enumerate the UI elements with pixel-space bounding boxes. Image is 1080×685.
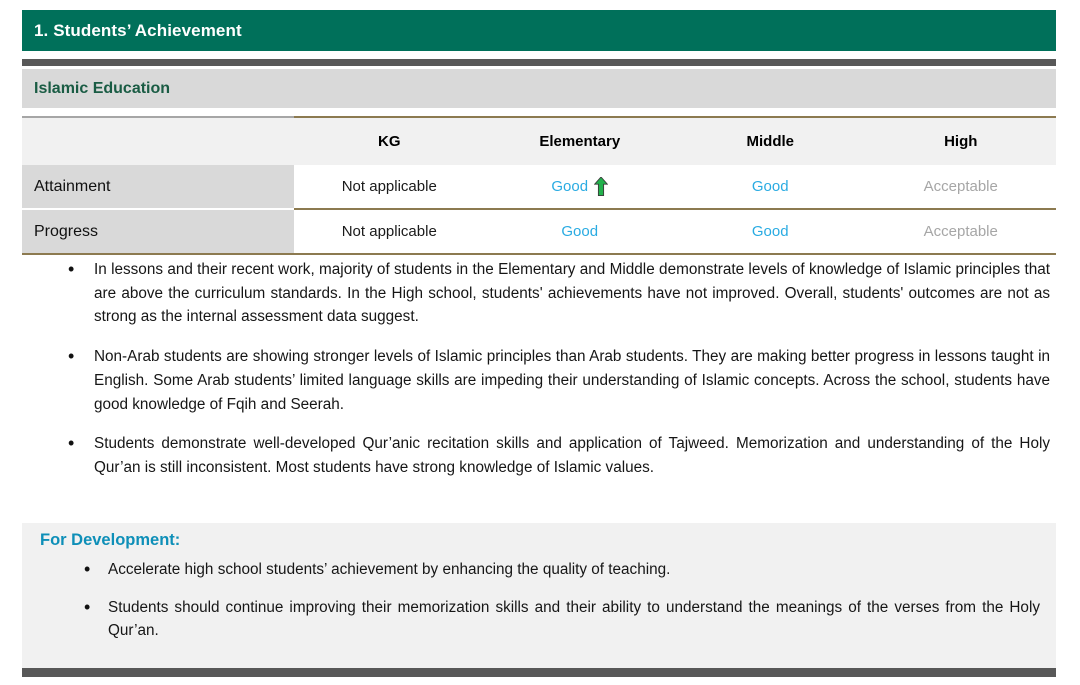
table-row <box>22 165 1056 209</box>
judgement-label: Good <box>561 223 599 240</box>
table-header-cell-blank <box>22 117 294 165</box>
subject-band-title: Islamic Education <box>34 79 171 97</box>
judgement-value <box>342 223 437 240</box>
narrative-section <box>22 258 1056 480</box>
judgement-value <box>551 177 608 196</box>
cell-progress-kg <box>294 209 485 254</box>
section-header-title: 1. Students’ Achievement <box>34 20 242 40</box>
list-item: • Non-Arab students are showing stronger levels of Islamic principles than Arab students. They are making better progress in lessons taught in English. Some Arab students’ limited language skills are impeding their understanding of Islamic concepts. Across the school, students have good knowledge of Fqih and Seerah. <box>22 345 1056 416</box>
judgement-label: Acceptable <box>923 178 998 195</box>
judgement-value <box>924 223 998 240</box>
table-header-cell-elementary: Elementary <box>485 117 676 165</box>
judgement-label: Not applicable <box>341 178 437 195</box>
for-development-panel <box>22 523 1056 668</box>
judgement-value <box>561 223 598 240</box>
list-item: • Students demonstrate well-developed Qur’anic recitation skills and application of Tajweed. Memorization and understanding of the Holy Qur’an is still inconsistent. Most students have strong knowledge of Islamic values. <box>22 432 1056 479</box>
cell-attainment-elementary <box>485 165 676 209</box>
cell-progress-elementary <box>485 209 676 254</box>
judgement-label: Good <box>751 223 789 240</box>
judgement-label: Good <box>751 178 789 195</box>
footer-divider-rule <box>22 668 1056 677</box>
cell-attainment-high <box>866 165 1057 209</box>
judgement-value <box>752 178 789 195</box>
judgement-label: Not applicable <box>341 223 437 240</box>
narrative-bullet-list <box>22 258 1056 480</box>
judgement-label: Good <box>551 178 589 195</box>
section-header <box>22 10 1056 51</box>
table-header-cell-high: High <box>866 117 1057 165</box>
row-label-progress: Progress <box>22 209 294 254</box>
table-header-cell-kg: KG <box>294 117 485 165</box>
judgement-table <box>22 116 1056 255</box>
subject-band <box>22 69 1056 108</box>
arrow-up-icon <box>594 177 608 196</box>
list-item: • Students should continue improving their memorization skills and their ability to understand the meanings of the verses from the Holy Qur’an. <box>32 596 1046 643</box>
table-header-row <box>22 117 1056 165</box>
judgement-value <box>924 178 998 195</box>
table-row <box>22 209 1056 254</box>
cell-attainment-middle <box>675 165 866 209</box>
header-divider-rule <box>22 59 1056 66</box>
list-item: • In lessons and their recent work, majority of students in the Elementary and Middle demonstrate levels of knowledge of Islamic principles that are above the curriculum standards. In the High school, students' achievements have not improved. Overall, students' outcomes are not as strong as the internal assessment data suggest. <box>22 258 1056 329</box>
cell-progress-high <box>866 209 1057 254</box>
row-label-attainment: Attainment <box>22 165 294 209</box>
list-item: • Accelerate high school students’ achievement by enhancing the quality of teaching. <box>32 558 1046 582</box>
judgement-value <box>342 178 437 195</box>
for-development-title: For Development: <box>40 531 181 549</box>
table-header-cell-middle: Middle <box>675 117 866 165</box>
cell-progress-middle <box>675 209 866 254</box>
judgement-value <box>752 223 789 240</box>
judgement-label: Acceptable <box>923 223 998 240</box>
cell-attainment-kg <box>294 165 485 209</box>
development-bullet-list <box>32 558 1046 643</box>
